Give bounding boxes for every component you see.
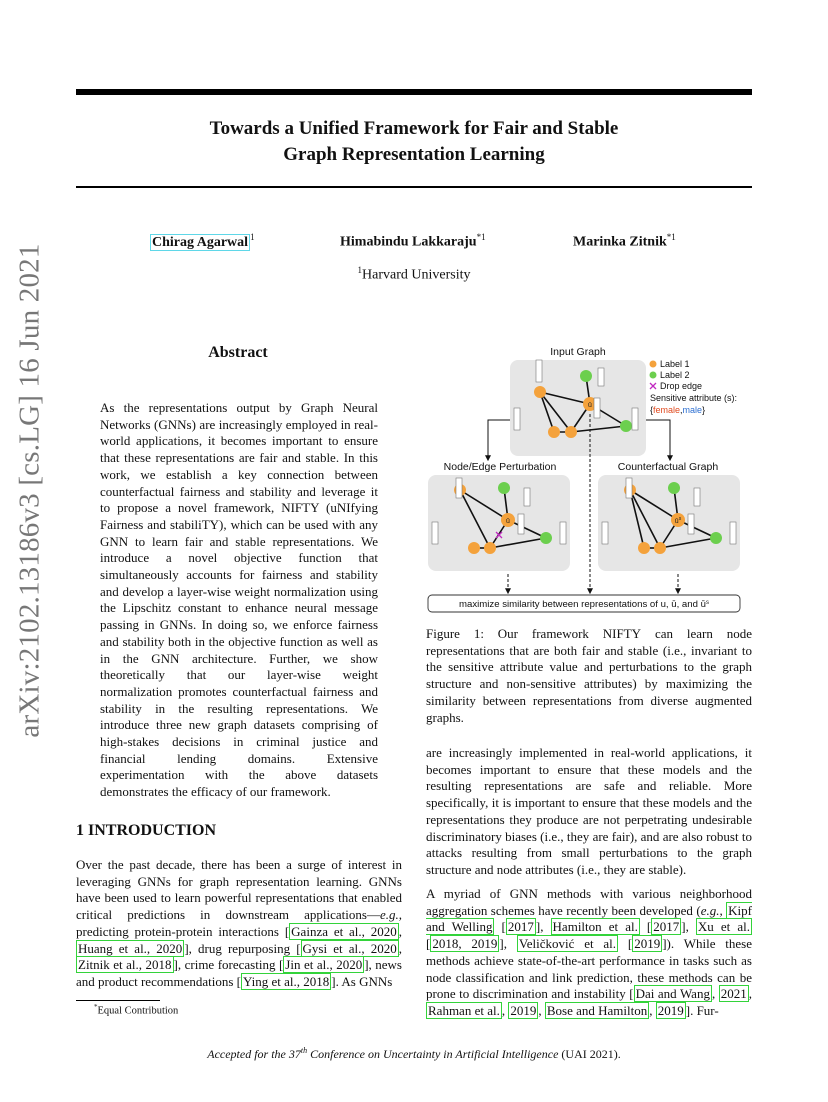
title-line-2: Graph Representation Learning <box>283 144 545 165</box>
arrow-to-perturbation <box>488 420 510 460</box>
graph-node <box>710 532 722 544</box>
citation-link[interactable]: 2018, 2019 <box>432 936 498 952</box>
legend-male: male <box>682 405 703 415</box>
footnote-text: Equal Contribution <box>97 1005 179 1017</box>
legend-label1: Label 1 <box>660 359 690 369</box>
graph-node <box>548 426 560 438</box>
graph-node <box>654 542 666 554</box>
author-1[interactable] <box>150 232 255 251</box>
citation-link[interactable]: Veličković et al. <box>518 936 617 952</box>
caption-prefix: Figure 1: Our framework <box>426 626 603 641</box>
arxiv-stamp: arXiv:2102.13186v3 [cs.LG] 16 Jun 2021 <box>13 243 46 738</box>
footer-sup: th <box>300 1046 308 1055</box>
graph-node <box>620 420 632 432</box>
right-text-a: A myriad of GNN methods with various neighborhood aggregation schemes have recently been developed ( <box>426 886 752 918</box>
figure-1 <box>426 342 752 618</box>
citation-link[interactable]: 2017 <box>653 919 680 935</box>
abstract-heading: Abstract <box>208 344 268 361</box>
graph-node <box>580 370 592 382</box>
arrow-to-counterfactual <box>646 420 670 460</box>
node-u-label: ū <box>588 402 592 409</box>
author-1-name[interactable]: Chirag Agarwal <box>152 234 249 250</box>
legend-label2-dot <box>650 372 657 379</box>
citation-link[interactable]: Huang et al., 2020 <box>78 940 183 956</box>
title-rule <box>76 186 752 188</box>
graph-node <box>565 426 577 438</box>
feature-vector <box>560 522 566 544</box>
maximize-text: maximize similarity between representations of u, ū, and $ū^s$ <box>459 599 709 610</box>
intro-text-a: Over the past decade, there has been a surge of interest in leveraging GNNs for graph representation learning. GNNs have been used to learn powerful representations that enabled critical predictions in downstream applications— <box>76 857 402 923</box>
feature-vector <box>598 368 604 386</box>
graph-node <box>498 482 510 494</box>
author-3-name: Marinka Zitnik <box>573 234 667 250</box>
feature-vector <box>632 408 638 430</box>
intro-eg: e.g., <box>379 907 402 923</box>
graph-node <box>468 542 480 554</box>
legend-female: female <box>653 405 681 415</box>
affiliation-text: Harvard University <box>362 267 471 283</box>
legend-sensitive-values: {female,male} <box>650 405 706 415</box>
node-us-label: $ū^s$ <box>674 516 682 525</box>
feature-vector <box>626 478 632 498</box>
intro-text-f: ]. As GNNs <box>331 973 393 989</box>
author-3 <box>573 232 676 251</box>
footnote <box>94 1003 178 1017</box>
right-paragraph-1: are increasingly implemented in real-world applications, it becomes important to ensure that these models and the resulting representations are safe and reliable. More specifically, it is important to ensure that these models and the representations they produce are not perpetrating undesirable discriminatory biases (i.e., they are fair), and are also robust to attacks resulting from small perturbations to the graph structure and node attributes (i.e., they are stable). <box>426 745 752 877</box>
drop-edge-icon <box>650 383 656 389</box>
citation-link[interactable]: Dai and Wang <box>635 986 710 1002</box>
input-graph-panel <box>510 360 646 456</box>
paper-title <box>76 116 752 168</box>
citation-link[interactable]: 2017 <box>507 919 534 935</box>
citation-link[interactable]: 2019 <box>657 1002 684 1018</box>
citation-link[interactable]: Gysi et al., 2020 <box>302 940 397 956</box>
feature-vector <box>688 514 694 534</box>
feature-vector <box>594 398 600 418</box>
author-3-sup: *1 <box>666 232 676 242</box>
graph-node <box>638 542 650 554</box>
node-u-label: ū <box>506 518 510 525</box>
footnote-rule <box>76 1000 160 1001</box>
legend-drop: Drop edge <box>660 381 703 391</box>
citation-link[interactable]: Ying et al., 2018 <box>242 973 330 989</box>
citation-link[interactable]: Xu et al. <box>697 919 750 935</box>
venue-footer <box>76 1046 752 1062</box>
figure-caption <box>426 626 752 726</box>
intro-text-e: ], news and product recommendations [ <box>76 957 402 989</box>
footer-post: Conference on Uncertainty in Artificial Intelligence <box>307 1047 559 1061</box>
citation-link[interactable]: Bose and Hamilton <box>546 1002 648 1018</box>
feature-vector <box>730 522 736 544</box>
graph-node <box>484 542 496 554</box>
graph-node <box>540 532 552 544</box>
section-heading-introduction: 1 INTRODUCTION <box>76 822 217 839</box>
citation-link[interactable]: Kipf and Welling <box>426 902 752 935</box>
footnote-sup: * <box>94 1003 98 1011</box>
author-2-sup: *1 <box>476 232 486 242</box>
legend-sensitive: Sensitive attribute (s): <box>650 393 738 403</box>
graph-node <box>534 386 546 398</box>
node-edge-perturbation-label: Node/Edge Perturbation <box>443 461 557 473</box>
intro-text-b: predicting protein-protein interactions <box>76 923 285 939</box>
caption-text: can learn node representations that are both fair and stable (i.e., invariant to the sensitive attribute value and perturbations to the graph structure and non-sensitive attributes) by maximizing the similarity between representations from diverse augmented graphs. <box>426 626 752 725</box>
intro-text-c: ], drug repurposing [ <box>184 940 301 956</box>
author-2 <box>340 232 486 251</box>
citation-link[interactable]: 2019 <box>510 1002 537 1018</box>
citation-link[interactable]: 2021 <box>720 986 747 1002</box>
citation-link[interactable]: Rahman et al. <box>428 1002 500 1018</box>
author-1-sup: 1 <box>250 232 255 242</box>
legend-label1-dot <box>650 361 657 368</box>
top-rule <box>76 89 752 95</box>
feature-vector <box>518 514 524 534</box>
affiliation-sup: 1 <box>357 265 363 275</box>
feature-vector <box>432 522 438 544</box>
feature-vector <box>694 488 700 506</box>
abstract-text: As the representations output by Graph Neural Networks (GNNs) are increasingly employed in real-world applications, it becomes important to ensure that these representations are fair and stable. In this work, we establish a key connection between counterfactual fairness and stability and leverage it to propose a novel framework, NIFTY (uNIfying Fairness and stabiliTY), which can be used with any GNN to learn fair and stable representations. We introduce a novel objective function that simultaneously accounts for fairness and stability and develop a layer-wise weight normalization using the Lipschitz constant to enhance neural message passing in GNNs. In doing so, we enforce fairness and stability both in the objective function as well as in the GNN architecture. Further, we show theoretically that our layer-wise weight normalization promotes counterfactual fairness and stability in the resulting representations. We introduce three new graph datasets comprising of high-stakes decisions in criminal justice and financial lending domains. Extensive experimentation with the above datasets demonstrates the efficacy of our framework. <box>100 400 378 800</box>
right-text-b: ). While these methods achieve state-of-the-art performance in tasks such as node classification and link prediction, these methods can be prone to discrimination and instability [ <box>426 936 752 1002</box>
feature-vector <box>536 360 542 382</box>
feature-vector <box>602 522 608 544</box>
counterfactual-graph-label: Counterfactual Graph <box>617 461 719 473</box>
caption-method-name: NIFTY <box>602 626 642 641</box>
feature-vector <box>524 488 530 506</box>
feature-vector <box>456 478 462 498</box>
right-text-c: ]. Fur- <box>685 1002 719 1018</box>
footer-pre: Accepted for the 37 <box>207 1047 301 1061</box>
graph-node <box>668 482 680 494</box>
citation-link[interactable]: Jin et al., 2020 <box>285 957 363 973</box>
intro-paragraph: Over the past decade, there has been a surge of interest in leveraging GNNs for graph representation learning. GNNs have been used to learn powerful representations that enabled critical predictions in downstream applications—e.g., predicting protein-protein interactions [ Gainza et al., 2020 , Huang et al., 2020 ], drug repurposing [ Gysi et al., 2020 , Zitnik et al., 2018 ], crime forecasting [ Jin et al., 2020 ], news and product recommendations [ Ying et al., 2018 ]. As GNNs <box>76 857 403 989</box>
title-line-1: Towards a Unified Framework for Fair and Stable <box>209 118 619 139</box>
author-2-name: Himabindu Lakkaraju <box>340 234 477 250</box>
input-graph-label: Input Graph <box>550 346 606 358</box>
affiliation <box>76 265 752 284</box>
citation-link[interactable]: Hamilton et al. <box>552 919 638 935</box>
legend-label2: Label 2 <box>660 370 690 380</box>
intro-text-d: ], crime forecasting [ <box>173 957 284 973</box>
citation-link[interactable]: Gainza et al., 2020 <box>291 923 397 939</box>
right-paragraph-2: A myriad of GNN methods with various neighborhood aggregation schemes have recently been developed (e.g., Kipf and Welling [ 2017 ], Hamilton et al. [ 2017 ], Xu et al. [ 2018, 2019 ], Veličković et al. [ 2019 ]). While these methods achieve state-of-the-art performance in tasks such as node classification and link prediction, these methods can be prone to discrimination and instability [ Dai and Wang , 2021 , Rahman et al. , 2019 , Bose and Hamilton , 2019 ]. Fur- <box>426 886 752 1018</box>
citation-link[interactable]: 2019 <box>634 936 661 952</box>
citation-link[interactable]: Zitnik et al., 2018 <box>78 957 172 973</box>
right-eg: e.g., <box>700 902 723 918</box>
feature-vector <box>514 408 520 430</box>
footer-tail: (UAI 2021). <box>561 1047 621 1061</box>
